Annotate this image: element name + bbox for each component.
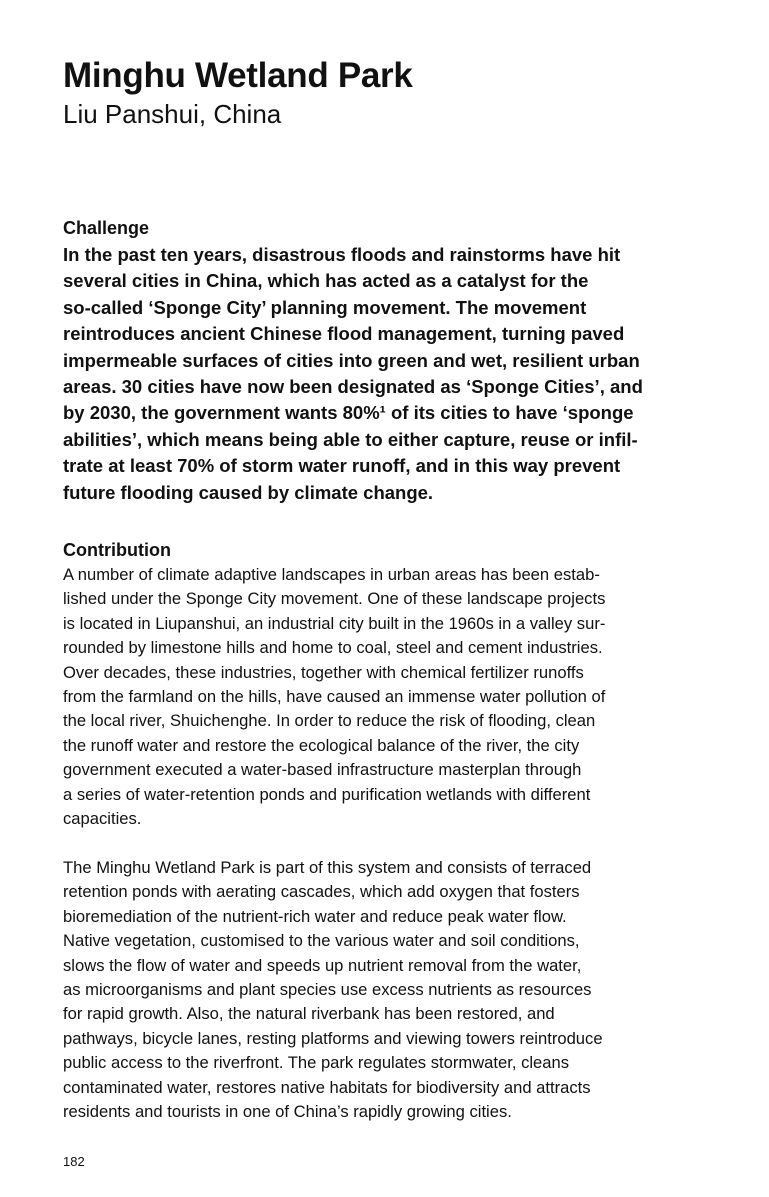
- challenge-line: In the past ten years, disastrous floods and rainstorms have hit: [63, 244, 621, 265]
- paragraph-line: for rapid growth. Also, the natural riverbank has been restored, and: [63, 1004, 555, 1024]
- paragraph-line: the local river, Shuichenghe. In order to reduce the risk of flooding, clean: [63, 711, 596, 731]
- paragraph-line: the runoff water and restore the ecological balance of the river, the city: [63, 735, 580, 755]
- challenge-line: so-called ‘Sponge City’ planning movement. The movement: [63, 296, 587, 318]
- paragraph-line: government executed a water-based infrastructure masterplan through: [63, 760, 582, 780]
- page-title: Minghu Wetland Park: [63, 56, 413, 95]
- challenge-line: reintroduces ancient Chinese flood management, turning paved: [63, 323, 625, 345]
- paragraph-line: retention ponds with aerating cascades, which add oxygen that fosters: [63, 882, 580, 902]
- challenge-line: several cities in China, which has acted as a catalyst for the: [63, 270, 589, 292]
- challenge-line: trate at least 70% of storm water runoff, and in this way prevent: [63, 455, 621, 477]
- page-number: 182: [63, 1154, 85, 1169]
- challenge-heading: Challenge: [63, 218, 150, 238]
- challenge-text: [63, 242, 703, 506]
- paragraph-line: a series of water-retention ponds and purification wetlands with different: [63, 784, 591, 804]
- paragraph-line: A number of climate adaptive landscapes in urban areas has been estab-: [63, 565, 600, 584]
- paragraph-line: pathways, bicycle lanes, resting platforms and viewing towers reintroduce: [63, 1028, 603, 1048]
- paragraph-line: Native vegetation, customised to the various water and soil conditions,: [63, 931, 580, 951]
- paragraph-line: public access to the riverfront. The park regulates stormwater, cleans: [63, 1053, 570, 1073]
- paragraph-line: Over decades, these industries, together with chemical fertilizer runoffs: [63, 662, 584, 682]
- challenge-line: abilities’, which means being able to either capture, reuse or infil-: [63, 428, 638, 450]
- challenge-line: by 2030, the government wants 80%¹ of its cities to have ‘sponge: [63, 402, 634, 424]
- paragraph-line: The Minghu Wetland Park is part of this system and consists of terraced: [63, 858, 592, 877]
- paragraph-line: slows the flow of water and speeds up nutrient removal from the water,: [63, 955, 582, 975]
- page-subtitle: Liu Panshui, China: [63, 99, 282, 129]
- paragraph-line: rounded by limestone hills and home to coal, steel and cement industries.: [63, 638, 603, 658]
- paragraph-line: residents and tourists in one of China’s rapidly growing cities.: [63, 1102, 512, 1122]
- paragraph-line: from the farmland on the hills, have caused an immense water pollution of: [63, 687, 606, 707]
- paragraph-line: bioremediation of the nutrient-rich water and reduce peak water flow.: [63, 906, 567, 926]
- paragraph-line: contaminated water, restores native habitats for biodiversity and attracts: [63, 1077, 591, 1097]
- paragraph-line: is located in Liupanshui, an industrial city built in the 1960s in a valley sur-: [63, 613, 606, 633]
- contribution-paragraph-1: [63, 563, 703, 831]
- paragraph-line: as microorganisms and plant species use excess nutrients as resources: [63, 980, 592, 1000]
- paragraph-line: capacities.: [63, 809, 142, 829]
- contribution-heading: Contribution: [63, 540, 171, 560]
- challenge-line: areas. 30 cities have now been designated as ‘Sponge Cities’, and: [63, 376, 643, 398]
- contribution-paragraph-2: [63, 856, 703, 1124]
- challenge-line: future flooding caused by climate change.: [63, 481, 434, 503]
- challenge-line: impermeable surfaces of cities into green and wet, resilient urban: [63, 349, 640, 371]
- paragraph-line: lished under the Sponge City movement. One of these landscape projects: [63, 589, 606, 609]
